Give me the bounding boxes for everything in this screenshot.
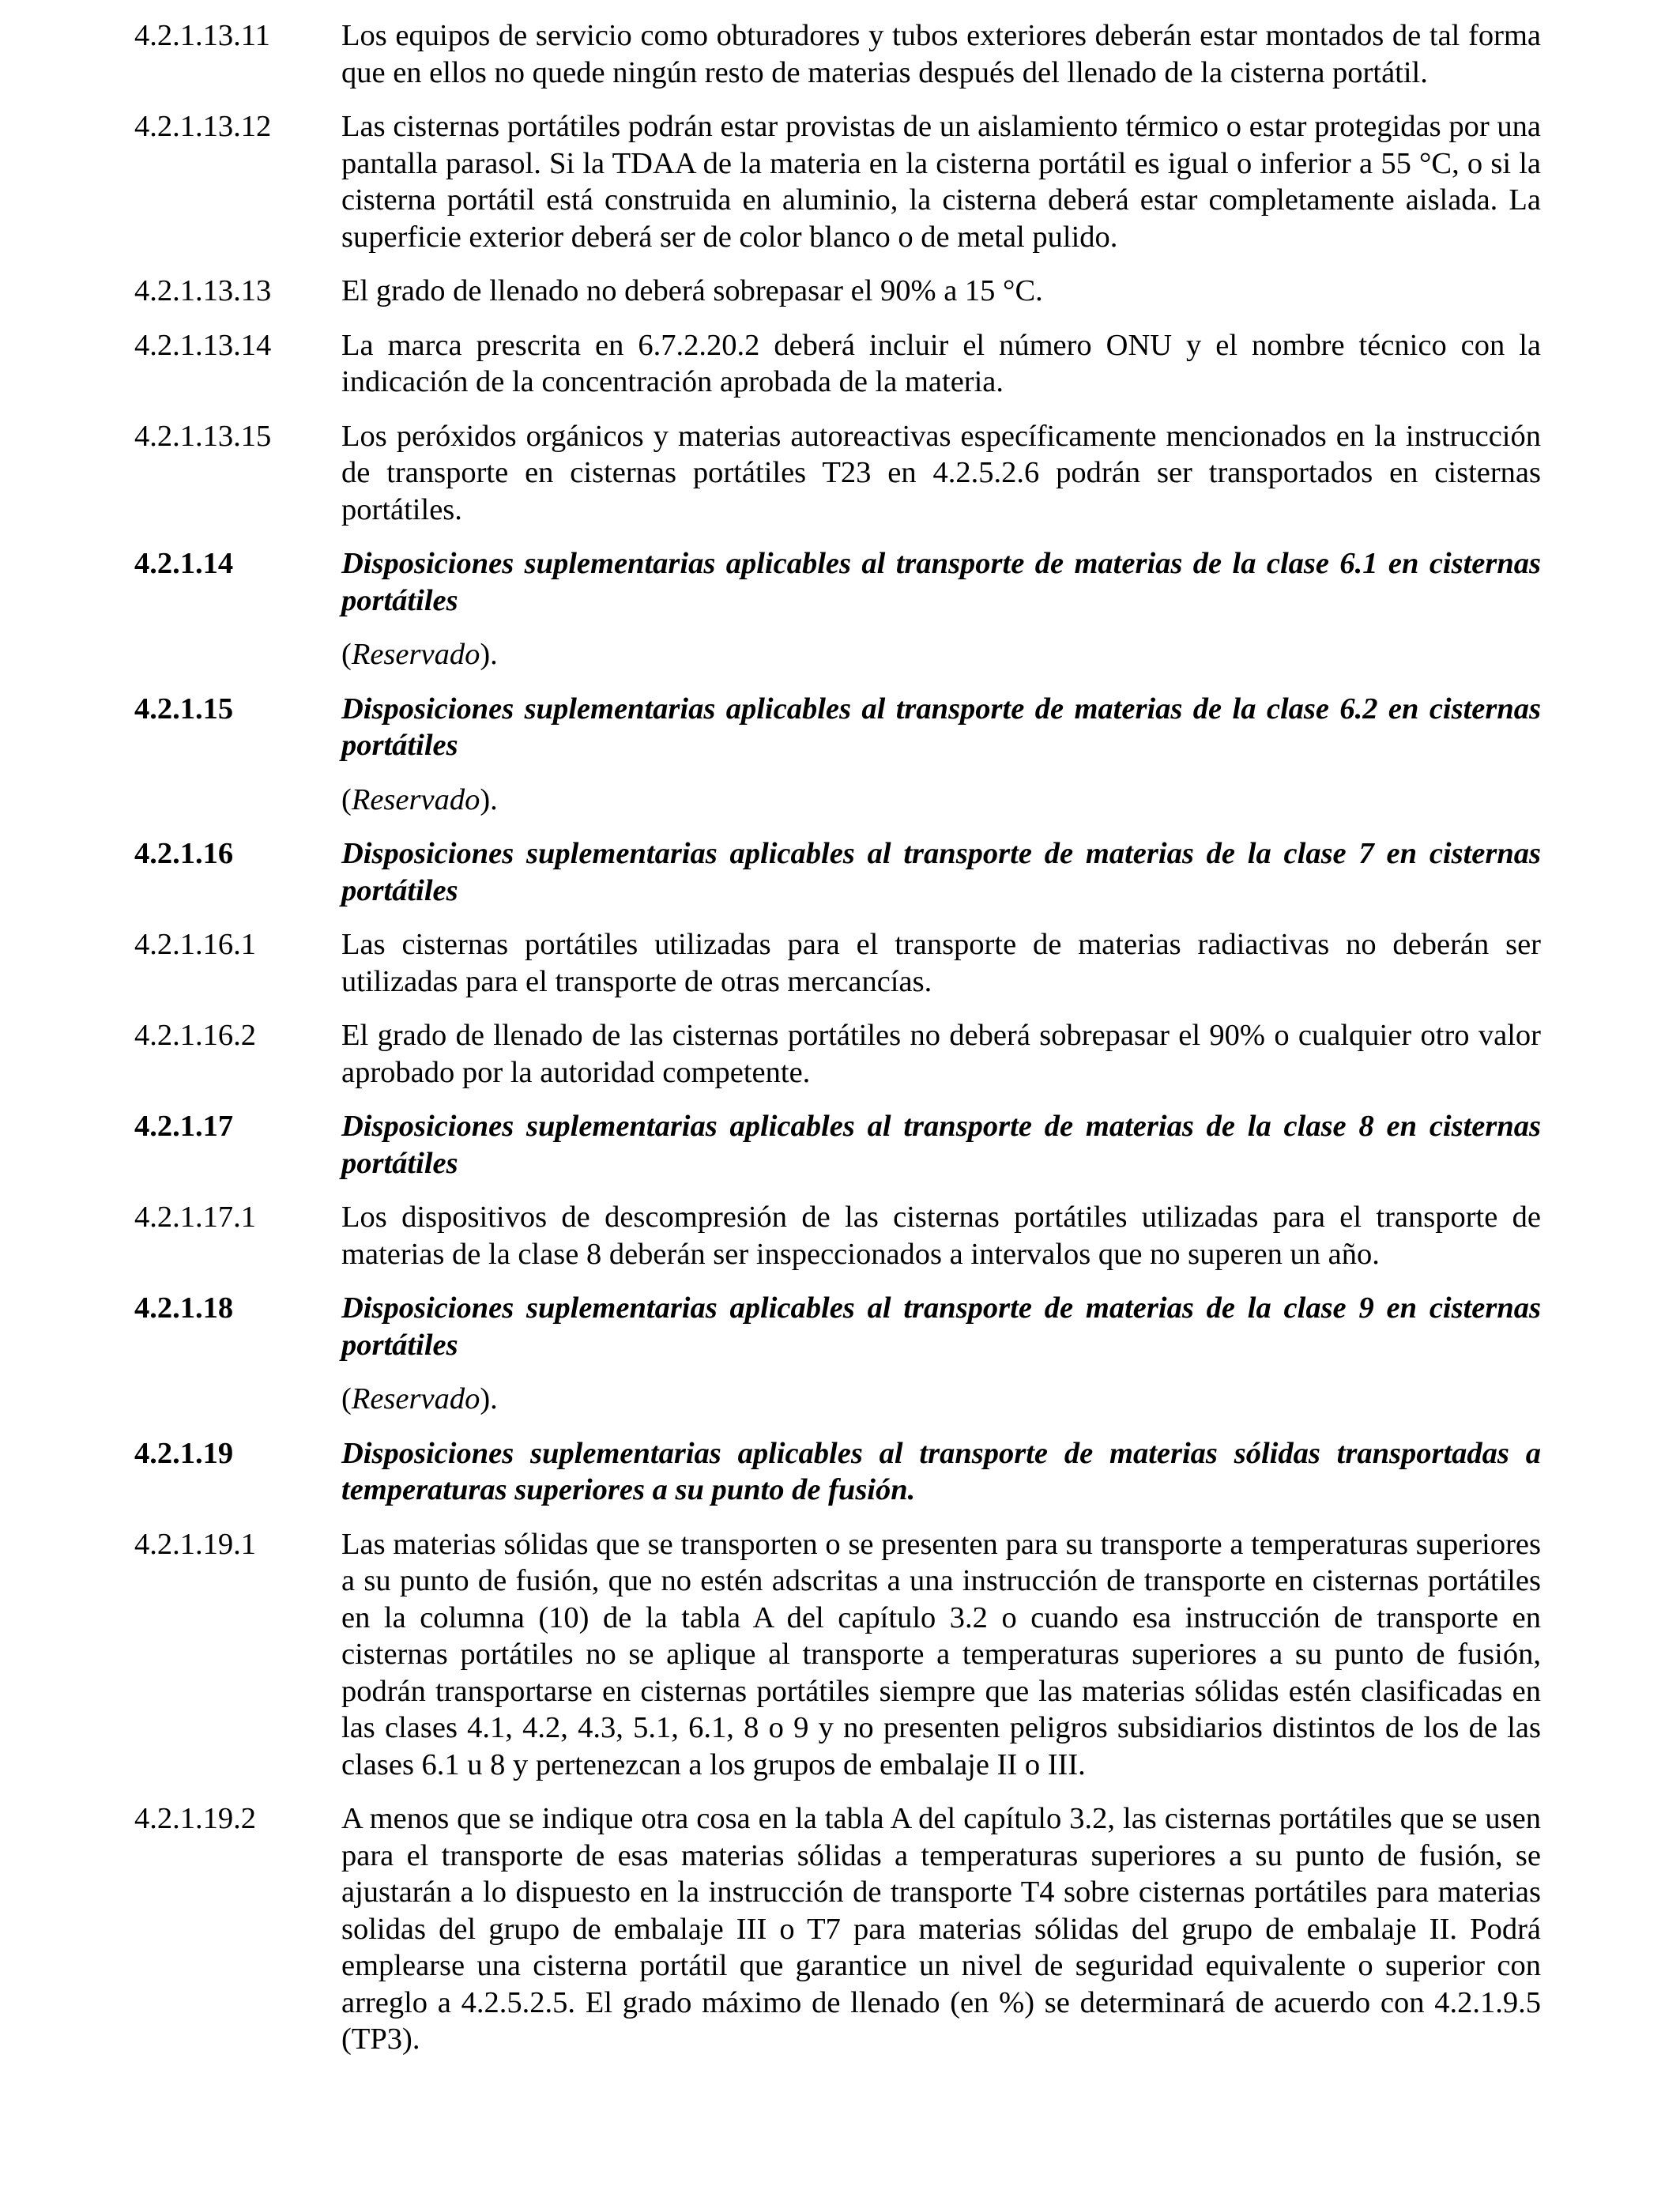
section-number: 4.2.1.17 bbox=[134, 1110, 234, 1143]
paragraph-4-2-1-19-1 bbox=[134, 1526, 1541, 1784]
paragraph-number: 4.2.1.13.13 bbox=[134, 274, 272, 307]
paragraph-number: 4.2.1.13.12 bbox=[134, 110, 272, 143]
paragraph-text: Los peróxidos orgánicos y materias autoreactivas específicamente mencionados en la instrucción de transporte en cisternas portátiles T23 en 4.2.5.2.6 podrán ser transportados en cisternas portátiles. bbox=[341, 419, 1541, 526]
section-title: Disposiciones suplementarias aplicables al transporte de materias de la clase 6.1 en cisternas portátiles bbox=[341, 547, 1541, 617]
paragraph-text: Los dispositivos de descompresión de las cisternas portátiles utilizadas para el transporte de materias de la clase 8 deberán ser inspeccionados a intervalos que no superen un año. bbox=[341, 1201, 1541, 1271]
section-heading-4-2-1-15 bbox=[134, 691, 1541, 764]
paragraph-text: La marca prescrita en 6.7.2.20.2 deberá incluir el número ONU y el nombre técnico con la indicación de la concentración aprobada de la materia. bbox=[341, 328, 1541, 398]
paragraph-text: A menos que se indique otra cosa en la tabla A del capítulo 3.2, las cisternas portátiles que se usen para el transporte de esas materias sólidas a temperaturas superiores a su punto de fusión, se ajustarán a lo dispuesto en la instrucción de transporte T4 sobre cisternas portátiles para materias solidas del grupo de embalaje III o T7 para materias sólidas del grupo de embalaje II. Podrá emplearse una cisterna portátil que garantice un nivel de seguridad equivalente o superior con arreglo a 4.2.5.2.5. El grado máximo de llenado (en %) se determinará de acuerdo con 4.2.1.9.5 (TP3). bbox=[341, 1802, 1541, 2056]
note-text: Reservado bbox=[351, 782, 480, 816]
note-prefix: ( bbox=[341, 638, 352, 671]
section-title: Disposiciones suplementarias aplicables al transporte de materias de la clase 9 en cisternas portátiles bbox=[341, 1291, 1541, 1362]
section-title: Disposiciones suplementarias aplicables al transporte de materias de la clase 8 en cisternas portátiles bbox=[341, 1110, 1541, 1180]
section-title: Disposiciones suplementarias aplicables al transporte de materias sólidas transportadas a temperaturas superiores a su punto de fusión. bbox=[341, 1436, 1541, 1506]
reserved-note bbox=[341, 636, 1541, 673]
paragraph-text: Las cisternas portátiles utilizadas para el transporte de materias radiactivas no deberán ser utilizadas para el transporte de otras mercancías. bbox=[341, 928, 1541, 998]
note-prefix: ( bbox=[341, 782, 352, 816]
paragraph-4-2-1-19-2 bbox=[134, 1800, 1541, 2058]
paragraph-number: 4.2.1.19.2 bbox=[134, 1802, 256, 1835]
section-heading-4-2-1-16 bbox=[134, 835, 1541, 909]
reserved-note bbox=[341, 782, 1541, 819]
section-title: Disposiciones suplementarias aplicables al transporte de materias de la clase 6.2 en cisternas portátiles bbox=[341, 692, 1541, 762]
paragraph-text: Los equipos de servicio como obturadores y tubos exteriores deberán estar montados de tal forma que en ellos no quede ningún resto de materias después del llenado de la cisterna portátil. bbox=[341, 19, 1541, 89]
paragraph-4-2-1-13-11 bbox=[134, 17, 1541, 91]
section-number: 4.2.1.14 bbox=[134, 547, 234, 580]
note-suffix: ). bbox=[480, 1382, 498, 1416]
paragraph-number: 4.2.1.13.11 bbox=[134, 19, 270, 52]
paragraph-number: 4.2.1.16.1 bbox=[134, 928, 256, 961]
paragraph-4-2-1-17-1 bbox=[134, 1199, 1541, 1272]
paragraph-4-2-1-13-12 bbox=[134, 108, 1541, 255]
section-title: Disposiciones suplementarias aplicables al transporte de materias de la clase 7 en cisternas portátiles bbox=[341, 837, 1541, 907]
section-heading-4-2-1-19 bbox=[134, 1435, 1541, 1509]
note-text: Reservado bbox=[351, 1382, 480, 1416]
paragraph-4-2-1-13-13 bbox=[134, 273, 1541, 310]
section-number: 4.2.1.16 bbox=[134, 837, 234, 870]
section-heading-4-2-1-18 bbox=[134, 1290, 1541, 1363]
paragraph-text: El grado de llenado de las cisternas portátiles no deberá sobrepasar el 90% o cualquier otro valor aprobado por la autoridad competente. bbox=[341, 1019, 1541, 1089]
note-text: Reservado bbox=[351, 638, 480, 671]
paragraph-number: 4.2.1.13.14 bbox=[134, 328, 272, 362]
paragraph-4-2-1-13-15 bbox=[134, 418, 1541, 529]
paragraph-number: 4.2.1.16.2 bbox=[134, 1019, 256, 1052]
paragraph-4-2-1-13-14 bbox=[134, 327, 1541, 401]
section-number: 4.2.1.15 bbox=[134, 692, 234, 726]
section-number: 4.2.1.19 bbox=[134, 1436, 234, 1470]
reserved-note bbox=[341, 1381, 1541, 1418]
paragraph-number: 4.2.1.17.1 bbox=[134, 1201, 256, 1234]
paragraph-text: Las materias sólidas que se transporten o se presenten para su transporte a temperaturas superiores a su punto de fusión, que no estén adscritas a una instrucción de transporte en cisternas portátiles en la columna (10) de la tabla A del capítulo 3.2 o cuando esa instrucción de transporte en cisternas portátiles no se aplique al transporte a temperaturas superiores a su punto de fusión, podrán transportarse en cisternas portátiles siempre que las materias sólidas estén clasificadas en las clases 4.1, 4.2, 4.3, 5.1, 6.1, 8 o 9 y no presenten peligros subsidiarios distintos de los de las clases 6.1 u 8 y pertenezcan a los grupos de embalaje II o III. bbox=[341, 1527, 1541, 1781]
paragraph-number: 4.2.1.13.15 bbox=[134, 419, 272, 453]
section-number: 4.2.1.18 bbox=[134, 1291, 234, 1325]
note-suffix: ). bbox=[480, 638, 498, 671]
section-heading-4-2-1-17 bbox=[134, 1108, 1541, 1182]
note-prefix: ( bbox=[341, 1382, 352, 1416]
paragraph-text: El grado de llenado no deberá sobrepasar el 90% a 15 °C. bbox=[341, 274, 1043, 307]
paragraph-text: Las cisternas portátiles podrán estar provistas de un aislamiento térmico o estar protegidas por una pantalla parasol. Si la TDAA de la materia en la cisterna portátil es igual o inferior a 55 °C, o si la cisterna portátil está construida en aluminio, la cisterna deberá estar completamente aislada. La superficie exterior deberá ser de color blanco o de metal pulido. bbox=[341, 110, 1541, 254]
document-page bbox=[134, 17, 1541, 2058]
paragraph-number: 4.2.1.19.1 bbox=[134, 1527, 256, 1561]
paragraph-4-2-1-16-2 bbox=[134, 1017, 1541, 1091]
section-heading-4-2-1-14 bbox=[134, 545, 1541, 619]
note-suffix: ). bbox=[480, 782, 498, 816]
paragraph-4-2-1-16-1 bbox=[134, 926, 1541, 1000]
